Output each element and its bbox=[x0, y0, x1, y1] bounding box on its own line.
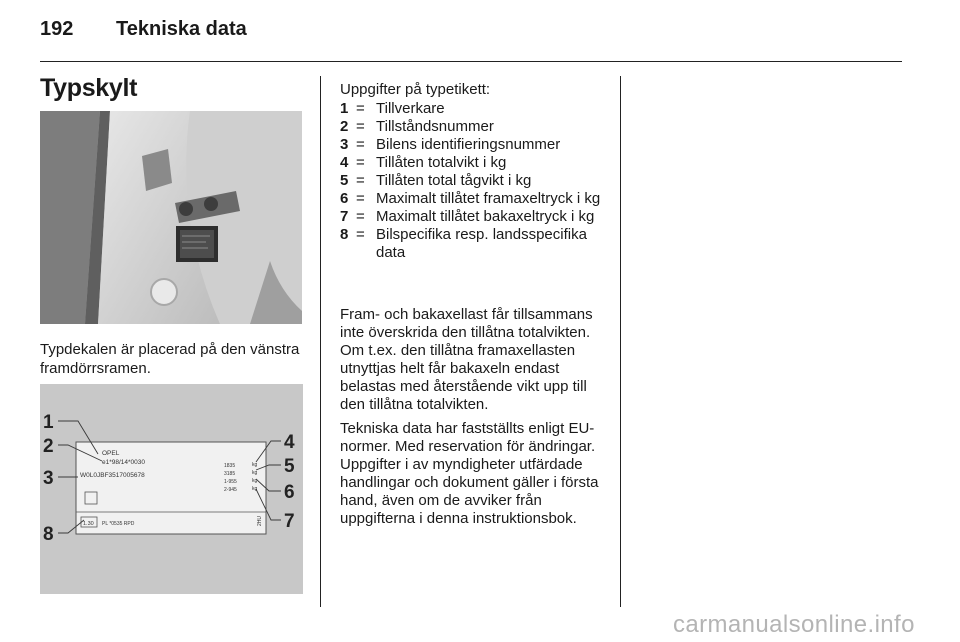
callout-2: 2 bbox=[43, 436, 54, 457]
legend-equals: = bbox=[356, 100, 365, 117]
legend-item bbox=[340, 136, 610, 154]
legend-text: Tillståndsnummer bbox=[376, 118, 494, 135]
watermark: carmanualsonline.info bbox=[673, 611, 915, 638]
legend-number: 1 bbox=[340, 100, 349, 117]
legend-text: Tillverkare bbox=[376, 100, 445, 117]
plate-side-code: 2HU bbox=[257, 515, 263, 526]
column-divider-left bbox=[320, 76, 321, 607]
legend-text: Maximalt tillåtet bakaxeltryck i kg bbox=[376, 208, 595, 225]
legend-number: 6 bbox=[340, 190, 349, 207]
legend-list bbox=[340, 100, 610, 262]
plate-weight-3: 1-955 bbox=[224, 479, 237, 485]
placement-text: Typdekalen är placerad på den vänstra framdörrsramen. bbox=[40, 341, 300, 377]
callout-3: 3 bbox=[43, 468, 54, 489]
plate-maker: OPEL bbox=[102, 450, 120, 457]
callout-1: 1 bbox=[43, 412, 54, 433]
callout-5: 5 bbox=[284, 456, 295, 477]
plate-approval: e1*98/14*0030 bbox=[102, 459, 146, 466]
legend-item bbox=[340, 226, 610, 262]
legend-number: 5 bbox=[340, 172, 349, 189]
legend-number: 3 bbox=[340, 136, 349, 153]
legend-text: Tillåten totalvikt i kg bbox=[376, 154, 507, 171]
axle-load-paragraph: Fram- och bakaxellast får tillsammans inte överskrida den tillåtna totalvikten. Om t.ex. den tillåtna framaxellasten utnyttjas helt får bakaxeln endast belastas med återstående vikt upp till den tillåtna totalvikten. bbox=[340, 306, 593, 413]
legend-item bbox=[340, 208, 610, 226]
legend-number: 2 bbox=[340, 118, 349, 135]
plate-extra: PL *0535 RPD bbox=[102, 521, 135, 527]
page-number: 192 bbox=[40, 18, 74, 40]
legend-equals: = bbox=[356, 208, 365, 225]
column-divider-right bbox=[620, 76, 621, 607]
legend-number: 8 bbox=[340, 226, 349, 243]
legend-item bbox=[340, 118, 610, 136]
plate-unit-1: kg bbox=[252, 462, 258, 468]
legend-number: 4 bbox=[340, 154, 349, 171]
plate-unit-4: kg bbox=[252, 486, 258, 492]
callout-4: 4 bbox=[284, 432, 295, 453]
header-rule bbox=[40, 61, 902, 62]
eu-norms-paragraph: Tekniska data har fastställts enligt EU-normer. Med reservation för ändringar. Uppgifter i av myndigheter utfärdade handlingar och dokument gäller i första hand, även om de avviker från uppgifterna i denna instruktionsbok. bbox=[340, 420, 599, 527]
legend-equals: = bbox=[356, 136, 365, 153]
callout-7: 7 bbox=[284, 511, 295, 532]
legend-item bbox=[340, 172, 610, 190]
legend-text: Tillåten total tågvikt i kg bbox=[376, 172, 532, 189]
chapter-title: Tekniska data bbox=[116, 18, 247, 40]
legend-number: 7 bbox=[340, 208, 349, 225]
legend-equals: = bbox=[356, 172, 365, 189]
callout-8: 8 bbox=[43, 524, 54, 545]
plate-weight-2: 3185 bbox=[224, 471, 236, 477]
plate-weight-1: 1835 bbox=[224, 463, 236, 469]
legend-text: Bilens identifieringsnummer bbox=[376, 136, 561, 153]
legend-item bbox=[340, 100, 610, 118]
plate-vin: W0L0JBF3517005678 bbox=[80, 472, 145, 479]
legend-equals: = bbox=[356, 190, 365, 207]
legend-item bbox=[340, 154, 610, 172]
plate-unit-2: kg bbox=[252, 470, 258, 476]
plate-code: 1.30 bbox=[83, 521, 94, 527]
plate-unit-3: kg bbox=[252, 478, 258, 484]
plate-weight-4: 2-945 bbox=[224, 487, 237, 493]
callout-6: 6 bbox=[284, 482, 295, 503]
legend-equals: = bbox=[356, 226, 365, 243]
door-frame-photo bbox=[40, 111, 302, 324]
type-plate-figure bbox=[40, 384, 303, 594]
legend-equals: = bbox=[356, 154, 365, 171]
section-title: Typskylt bbox=[40, 74, 138, 102]
legend-equals: = bbox=[356, 118, 365, 135]
legend-item bbox=[340, 190, 610, 208]
legend-text: Maximalt tillåtet framaxeltryck i kg bbox=[376, 190, 601, 207]
list-intro: Uppgifter på typetikett: bbox=[340, 81, 491, 98]
legend-text: Bilspecifika resp. landsspecifika data bbox=[376, 226, 587, 261]
